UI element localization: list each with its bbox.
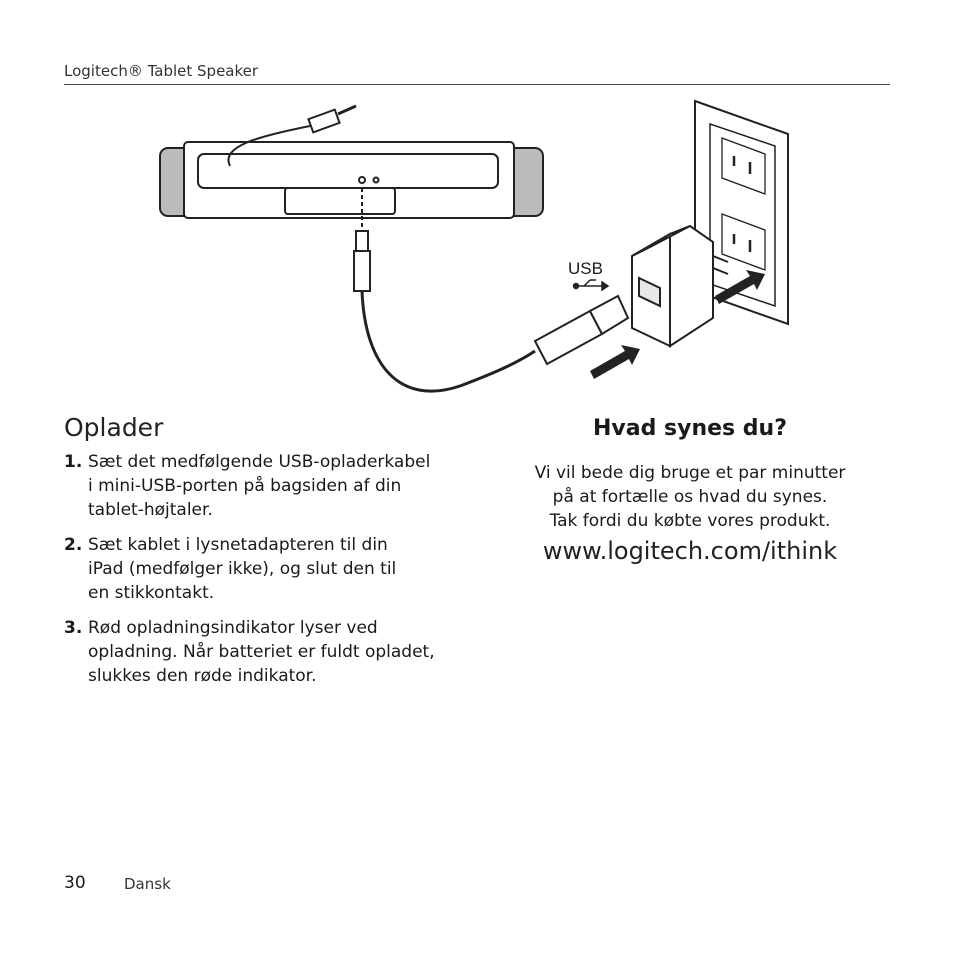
charger-steps-list — [64, 450, 464, 699]
step-number: 1. — [64, 452, 83, 472]
step-line: en stikkontakt. — [88, 583, 215, 603]
step-line: i mini-USB-porten på bagsiden af din — [88, 476, 402, 496]
step-text — [88, 533, 464, 605]
step-line: Rød opladningsindikator lyser ved — [88, 618, 378, 638]
step-line: tablet-højtaler. — [88, 500, 213, 520]
step-line: opladning. Når batteriet er fuldt opladet, — [88, 642, 435, 662]
tablet-speaker — [160, 142, 543, 218]
charger-step-3 — [64, 616, 464, 688]
step-number: 3. — [64, 618, 83, 638]
feedback-line: Tak fordi du købte vores produkt. — [549, 511, 831, 531]
step-text — [88, 616, 464, 688]
step-line: iPad (medfølger ikke), og slut den til — [88, 559, 397, 579]
charger-section-title: Oplader — [64, 413, 164, 442]
usb-symbol-icon — [574, 280, 609, 290]
page-number: 30 — [64, 873, 86, 893]
charging-illustration — [150, 96, 800, 426]
power-adapter — [632, 226, 728, 346]
step-line: slukkes den røde indikator. — [88, 666, 317, 686]
feedback-title: Hvad synes du? — [593, 416, 787, 441]
usb-label: USB — [568, 259, 603, 278]
charger-step-1 — [64, 450, 464, 522]
step-line: Sæt kablet i lysnetadapteren til din — [88, 535, 388, 555]
charger-step-2 — [64, 533, 464, 605]
footer-language: Dansk — [124, 875, 171, 893]
feedback-line: Vi vil bede dig bruge et par minutter — [534, 463, 846, 483]
header-title: Logitech® Tablet Speaker — [64, 62, 259, 80]
feedback-line: på at fortælle os hvad du synes. — [552, 487, 828, 507]
step-number: 2. — [64, 535, 83, 555]
feedback-link[interactable]: www.logitech.com/ithink — [542, 537, 838, 565]
header-divider — [64, 84, 890, 85]
feedback-body — [500, 461, 880, 533]
step-line: Sæt det medfølgende USB-opladerkabel — [88, 452, 431, 472]
step-text — [88, 450, 464, 522]
